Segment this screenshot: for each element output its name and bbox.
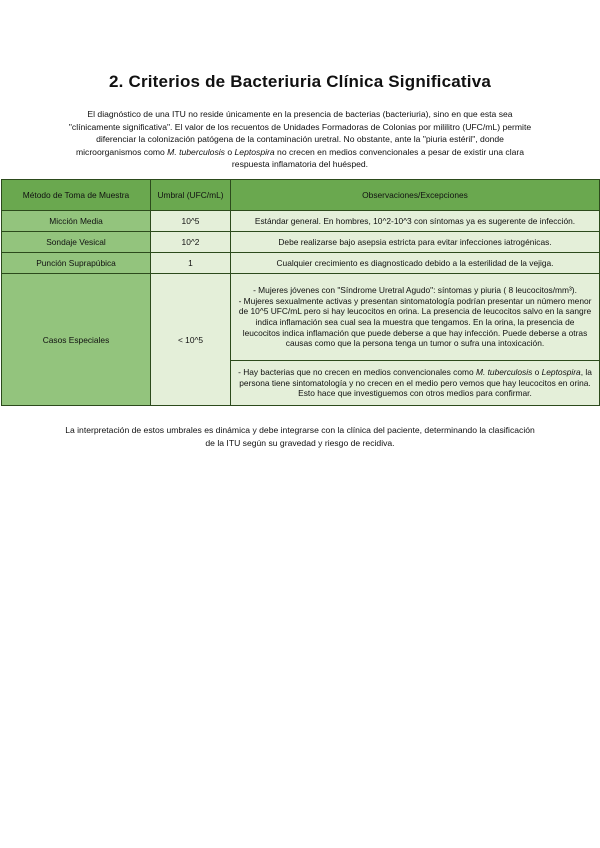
threshold-cell: 10^2 [151,232,231,253]
organism-name: Leptospira [234,146,275,157]
threshold-cell: < 10^5 [151,274,231,406]
intro-text-2: o [224,146,235,157]
header-method: Método de Toma de Muestra [2,180,151,211]
organism-name: M. tuberculosis [475,367,533,378]
method-cell: Casos Especiales [2,274,151,406]
intro-text-1: El diagnóstico de una ITU no reside únicamente en la presencia de bacterias (bacteriuria), sino en que esta sea "clínicamente significativa". El valor de los recuentos de Unidades Formadoras de Colonias por mililitro (UFC/mL) permite diferenciar la colonización patógena de la contaminación uretral. No obstante, ante la "piuria estéril", donde microorganismos como [68,109,532,157]
table-row-special [2,274,600,361]
criteria-table [1,179,600,406]
observation-text: o [532,367,542,378]
intro-paragraph [68,108,532,171]
table-header-row [2,180,600,211]
threshold-cell: 1 [151,253,231,274]
method-cell: Sondaje Vesical [2,232,151,253]
intro-text-3: no crecen en medios convencionales a pesar de existir una clara respuesta inflamatoria del huésped. [231,146,525,170]
observation-cell [231,361,600,406]
observation-item: - Mujeres jóvenes con "Síndrome Uretral Agudo": síntomas y piuria ( 8 leucocitos/mm³). [253,285,577,296]
method-cell: Micción Media [2,211,151,232]
organism-name: M. tuberculosis [167,146,225,157]
section-title: 2. Criterios de Bacteriuria Clínica Significativa [108,72,492,91]
observation-cell: Cualquier crecimiento es diagnosticado debido a la esterilidad de la vejiga. [231,253,600,274]
table-row [2,232,600,253]
observation-cell [231,274,600,361]
header-observations: Observaciones/Excepciones [231,180,600,211]
table-row [2,211,600,232]
observation-cell: Estándar general. En hombres, 10^2-10^3 con síntomas ya es sugerente de infección. [231,211,600,232]
table-row [2,253,600,274]
threshold-cell: 10^5 [151,211,231,232]
method-cell: Punción Suprapúbica [2,253,151,274]
observation-text: - Hay bacterias que no crecen en medios convencionales como [238,367,476,378]
observation-cell: Debe realizarse bajo asepsia estricta para evitar infecciones iatrogénicas. [231,232,600,253]
closing-paragraph: La interpretación de estos umbrales es dinámica y debe integrarse con la clínica del paciente, determinando la clasificación de la ITU según su gravedad y riesgo de recidiva. [65,425,535,448]
observation-text: , la persona tiene sintomatología y no crecen en el medio pero vemos que hay leucocitos en orina. Esto hace que investiguemos con otros medios para confirmar. [239,367,592,399]
observation-item: - Mujeres sexualmente activas y presentan sintomatología podrían presentar un número menor de 10^5 UFC/mL pero si hay leucocitos en orina. La presencia de leucocitos salvo en la sangre indica inflamación sea cual sea la muestra que tengamos. En la orina, la presencia de leucocitos indica inflamación que puede deberse a que hay infección. Puede deberse a otras causas como que la persona tenga un tumor o sufra una intoxicación. [238,295,592,349]
organism-name: Leptospira [541,367,581,378]
header-threshold: Umbral (UFC/mL) [151,180,231,211]
